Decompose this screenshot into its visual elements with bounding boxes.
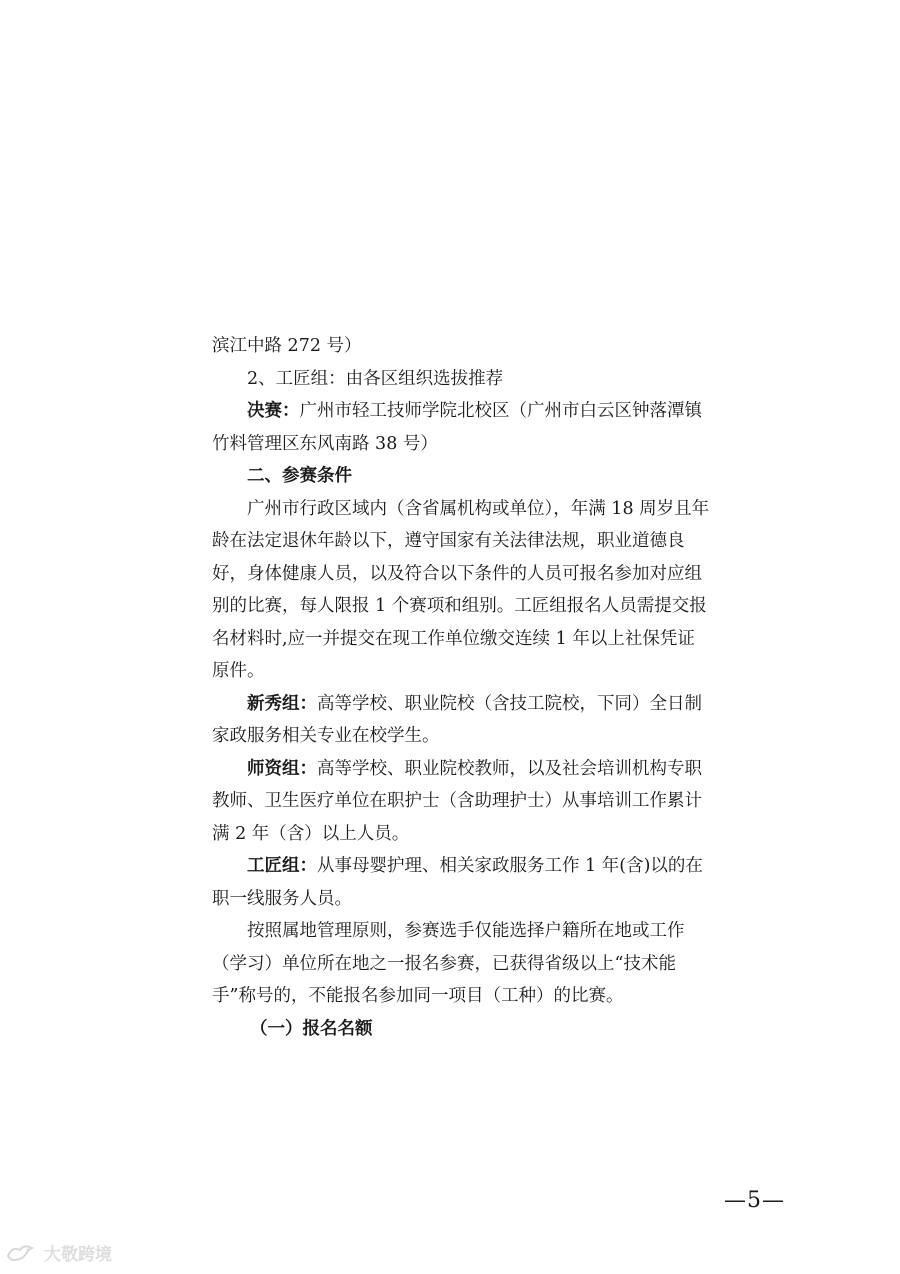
newcomer-group-text: 高等学校、职业院校（含技工院校，下同）全日制家政服务相关专业在校学生。 — [212, 693, 702, 746]
craftsman-prelim-line: 2、工匠组：由各区组织选拔推荐 — [247, 368, 504, 389]
watermark-text: 大敬跨境 — [44, 1245, 112, 1265]
bird-logo-icon — [6, 1242, 38, 1264]
document-body — [212, 330, 712, 1045]
craftsman-group-paragraph — [212, 850, 712, 915]
section-heading-conditions: 二、参赛条件 — [247, 466, 352, 486]
newcomer-group-label: 新秀组： — [247, 693, 317, 714]
newcomer-group-paragraph — [212, 688, 712, 753]
sub-heading-quota: （一）报名名额 — [250, 1018, 373, 1039]
teacher-group-label: 师资组： — [247, 758, 317, 779]
craftsman-group-label: 工匠组： — [247, 856, 317, 876]
address-continuation: 滨江中路 272 号） — [212, 336, 362, 356]
watermark — [6, 1240, 112, 1265]
final-label: 决赛： — [247, 401, 300, 421]
craftsman-group-text: 从事母婴护理、相关家政服务工作 1 年(含)以的在职一线服务人员。 — [212, 856, 703, 909]
teacher-group-paragraph — [212, 753, 712, 851]
page-number: —5— — [724, 1188, 785, 1213]
conditions-paragraph: 广州市行政区域内（含省属机构或单位），年满 18 周岁且年龄在法定退休年龄以下，遵守国家有关法律法规，职业道德良 好，身体健康人员，以及符合以下条件的人员可报名参加对应组别的比赛，每人限报 1 个赛项和组别。工匠组报名人员需提交报名材料时,应一并提交在现工作单位缴交连续 1 年以上社保凭证原件。 — [212, 498, 710, 681]
final-venue-text: 广州市轻工技师学院北校区（广州市白云区钟落潭镇竹料管理区东风南路 38 号） — [212, 401, 702, 454]
teacher-group-text: 高等学校、职业院校教师，以及社会培训机构专职 教师、卫生医疗单位在职护士（含助理护士）从事培训工作累计满 2 年（含）以上人员。 — [212, 758, 702, 844]
final-venue-paragraph — [212, 395, 712, 460]
territorial-principle-paragraph: 按照属地管理原则，参赛选手仅能选择户籍所在地或工作（学习）单位所在地之一报名参赛，已获得省级以上“技术能手”称号的，不能报名参加同一项目（工种）的比赛。 — [212, 921, 685, 1006]
